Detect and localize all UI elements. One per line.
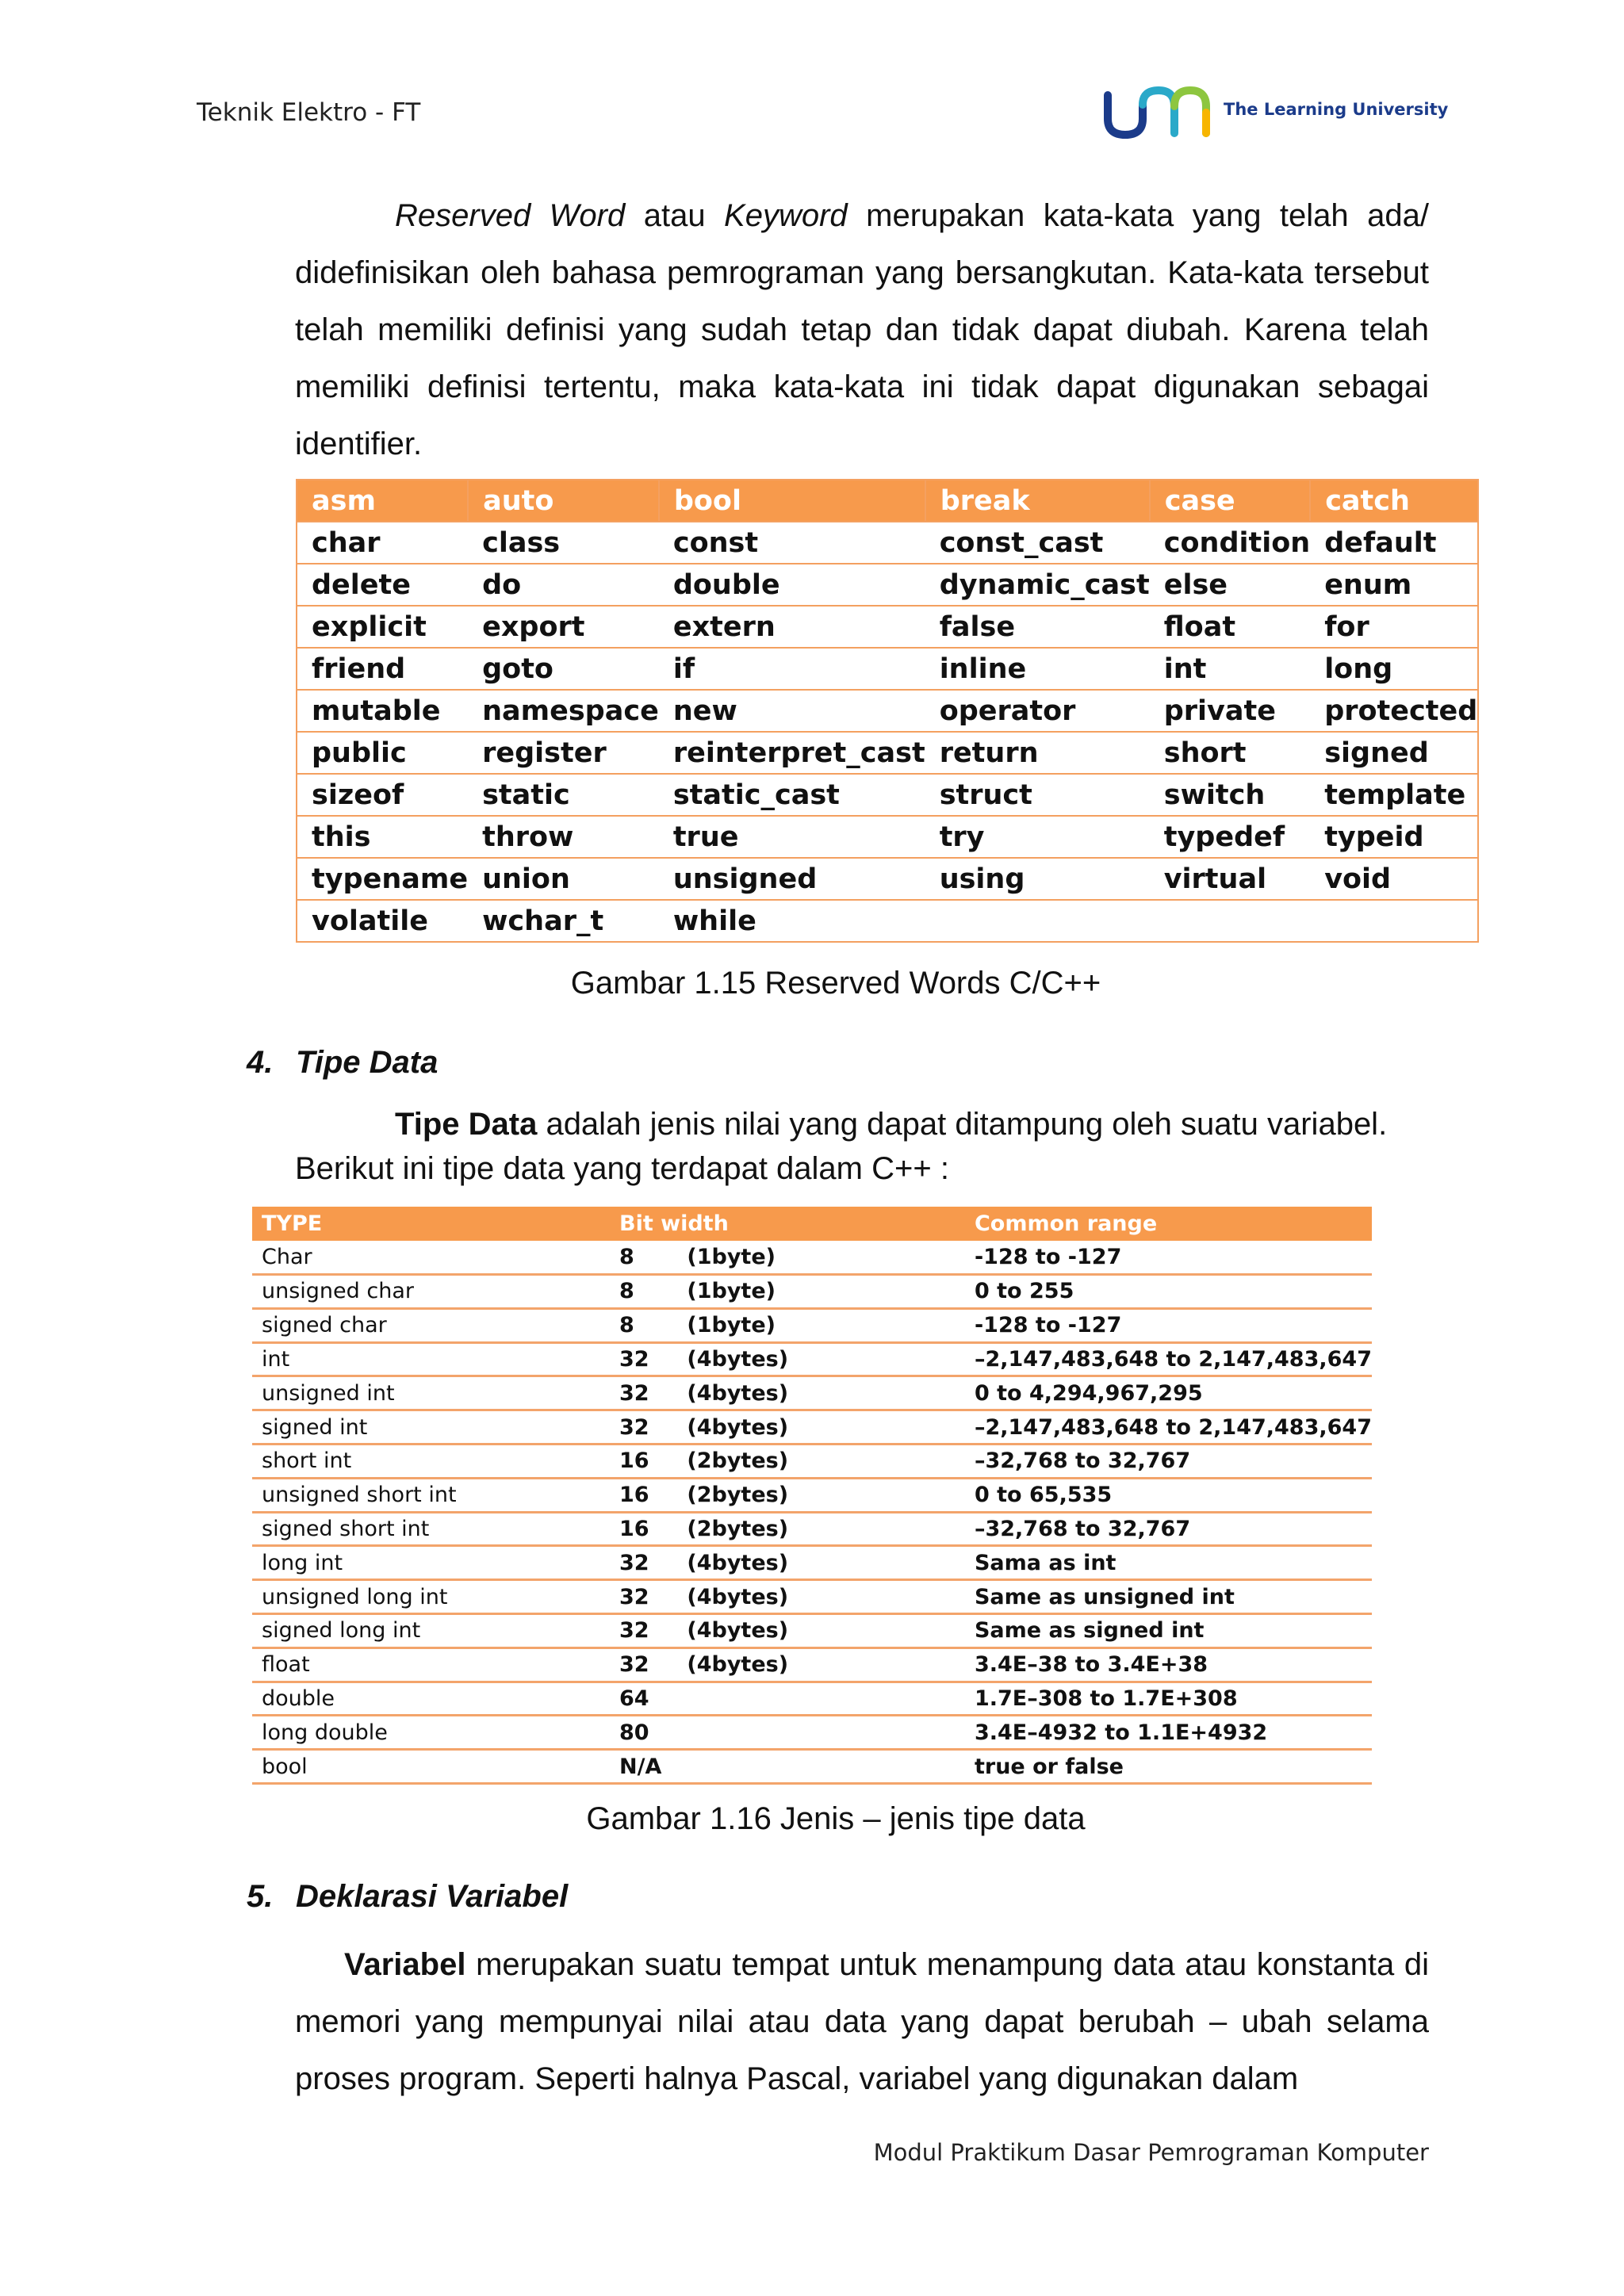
reserved-word-cell: template <box>1310 774 1478 816</box>
reserved-word-cell: unsigned <box>659 858 925 900</box>
type-name-cell: signed short int <box>252 1512 607 1546</box>
reserved-word-cell: register <box>468 732 659 774</box>
byte-size-cell: (4bytes) <box>677 1410 965 1445</box>
reserved-words-row <box>297 690 1478 732</box>
intro-connector: atau <box>625 198 725 233</box>
type-name-cell: unsigned int <box>252 1376 607 1410</box>
reserved-words-row <box>297 858 1478 900</box>
reserved-word-cell: private <box>1150 690 1310 732</box>
reserved-word-cell: if <box>659 648 925 690</box>
type-name-cell: int <box>252 1342 607 1376</box>
bit-width-cell: 32 <box>607 1546 677 1580</box>
header-brand-text: The Learning University <box>1224 100 1449 119</box>
reserved-word-cell: auto <box>468 480 659 522</box>
variabel-body: merupakan suatu tempat untuk menampung data atau konstanta di memori yang mempunyai nilai atau data yang dapat berubah – ubah selama proses program. Seperti halnya Pascal, variabel yang digunakan dalam <box>295 1947 1429 2096</box>
reserved-word-cell: friend <box>297 648 468 690</box>
data-types-row <box>252 1546 1372 1580</box>
data-types-row <box>252 1241 1372 1275</box>
intro-body: merupakan kata-kata yang telah ada/ didefinisikan oleh bahasa pemrograman yang bersangkutan. Kata-kata tersebut telah memiliki definisi yang sudah tetap dan tidak dapat diubah. Karena telah memiliki definisi tertentu, maka kata-kata ini tidak dapat digunakan sebagai identifier. <box>295 198 1429 461</box>
bit-width-cell: 8 <box>607 1308 677 1342</box>
reserved-word-cell: double <box>659 564 925 606</box>
reserved-word-cell: void <box>1310 858 1478 900</box>
range-cell: –32,768 to 32,767 <box>965 1512 1372 1546</box>
reserved-word-cell: delete <box>297 564 468 606</box>
range-cell: Same as unsigned int <box>965 1580 1372 1614</box>
bit-width-cell: 16 <box>607 1512 677 1546</box>
type-name-cell: Char <box>252 1241 607 1275</box>
byte-size-cell: (1byte) <box>677 1308 965 1342</box>
type-name-cell: double <box>252 1682 607 1716</box>
reserved-word-cell: try <box>925 816 1150 858</box>
type-name-cell: signed int <box>252 1410 607 1445</box>
bit-width-cell: 32 <box>607 1647 677 1682</box>
reserved-words-header-row <box>297 480 1478 522</box>
reserved-words-row <box>297 900 1478 942</box>
byte-size-cell <box>677 1682 965 1716</box>
reserved-word-cell: const <box>659 522 925 564</box>
intro-paragraph <box>295 187 1429 473</box>
reserved-word-cell: goto <box>468 648 659 690</box>
reserved-word-cell: namespace <box>468 690 659 732</box>
term-keyword: Keyword <box>724 198 848 233</box>
bit-width-cell: 16 <box>607 1478 677 1512</box>
reserved-word-cell: wchar_t <box>468 900 659 942</box>
range-cell: -128 to -127 <box>965 1308 1372 1342</box>
data-types-row <box>252 1716 1372 1750</box>
data-types-row <box>252 1512 1372 1546</box>
university-logo-icon <box>1098 81 1225 144</box>
reserved-word-cell <box>1310 900 1478 942</box>
reserved-word-cell: class <box>468 522 659 564</box>
reserved-word-cell: signed <box>1310 732 1478 774</box>
reserved-words-table <box>296 479 1479 943</box>
reserved-word-cell: static <box>468 774 659 816</box>
type-name-cell: unsigned char <box>252 1275 607 1309</box>
tipe-data-paragraph <box>295 1102 1429 1191</box>
reserved-word-cell: asm <box>297 480 468 522</box>
reserved-word-cell: typeid <box>1310 816 1478 858</box>
reserved-word-cell: break <box>925 480 1150 522</box>
reserved-word-cell: float <box>1150 606 1310 648</box>
data-types-header-cell: Common range <box>965 1207 1372 1241</box>
reserved-word-cell: default <box>1310 522 1478 564</box>
reserved-word-cell: while <box>659 900 925 942</box>
reserved-words-row <box>297 606 1478 648</box>
reserved-word-cell: virtual <box>1150 858 1310 900</box>
data-types-row <box>252 1376 1372 1410</box>
section-title: Deklarasi Variabel <box>296 1879 569 1914</box>
data-types-row <box>252 1308 1372 1342</box>
reserved-word-cell: false <box>925 606 1150 648</box>
type-name-cell: signed char <box>252 1308 607 1342</box>
data-types-row <box>252 1478 1372 1512</box>
reserved-word-cell: public <box>297 732 468 774</box>
byte-size-cell <box>677 1750 965 1784</box>
reserved-word-cell: export <box>468 606 659 648</box>
bit-width-cell: 32 <box>607 1614 677 1648</box>
byte-size-cell: (2bytes) <box>677 1478 965 1512</box>
byte-size-cell: (1byte) <box>677 1241 965 1275</box>
data-types-header-cell: Bit width <box>607 1207 965 1241</box>
type-name-cell: unsigned long int <box>252 1580 607 1614</box>
reserved-word-cell: static_cast <box>659 774 925 816</box>
reserved-word-cell: explicit <box>297 606 468 648</box>
reserved-word-cell: dynamic_cast <box>925 564 1150 606</box>
reserved-word-cell: this <box>297 816 468 858</box>
byte-size-cell: (4bytes) <box>677 1647 965 1682</box>
reserved-words-row <box>297 732 1478 774</box>
reserved-word-cell: const_cast <box>925 522 1150 564</box>
reserved-word-cell: char <box>297 522 468 564</box>
tipe-data-body: adalah jenis nilai yang dapat ditampung oleh suatu variabel. <box>537 1107 1388 1142</box>
reserved-word-cell: new <box>659 690 925 732</box>
reserved-word-cell: volatile <box>297 900 468 942</box>
range-cell: 0 to 255 <box>965 1275 1372 1309</box>
reserved-word-cell: using <box>925 858 1150 900</box>
reserved-word-cell: mutable <box>297 690 468 732</box>
reserved-word-cell: case <box>1150 480 1310 522</box>
reserved-word-cell: short <box>1150 732 1310 774</box>
range-cell: 0 to 65,535 <box>965 1478 1372 1512</box>
byte-size-cell: (4bytes) <box>677 1580 965 1614</box>
reserved-word-cell: do <box>468 564 659 606</box>
data-types-table <box>252 1207 1372 1785</box>
reserved-word-cell: enum <box>1310 564 1478 606</box>
reserved-word-cell: bool <box>659 480 925 522</box>
data-types-row <box>252 1342 1372 1376</box>
byte-size-cell: (4bytes) <box>677 1614 965 1648</box>
reserved-word-cell: operator <box>925 690 1150 732</box>
reserved-word-cell <box>925 900 1150 942</box>
term-reserved-word: Reserved Word <box>395 198 626 233</box>
header-left-text: Teknik Elektro - FT <box>197 98 421 127</box>
bit-width-cell: 80 <box>607 1716 677 1750</box>
section-number: 4. <box>247 1045 274 1080</box>
data-types-row <box>252 1750 1372 1784</box>
range-cell: –2,147,483,648 to 2,147,483,647 <box>965 1410 1372 1445</box>
byte-size-cell: (4bytes) <box>677 1342 965 1376</box>
section-heading-tipe-data <box>247 1045 438 1081</box>
reserved-word-cell: protected <box>1310 690 1478 732</box>
bit-width-cell: 8 <box>607 1241 677 1275</box>
data-types-row <box>252 1275 1372 1309</box>
type-name-cell: long int <box>252 1546 607 1580</box>
variabel-paragraph <box>295 1936 1429 2107</box>
reserved-words-row <box>297 774 1478 816</box>
reserved-word-cell: else <box>1150 564 1310 606</box>
reserved-word-cell: throw <box>468 816 659 858</box>
reserved-word-cell: reinterpret_cast <box>659 732 925 774</box>
section-number: 5. <box>247 1879 274 1914</box>
bit-width-cell: 32 <box>607 1342 677 1376</box>
reserved-word-cell: struct <box>925 774 1150 816</box>
range-cell: 0 to 4,294,967,295 <box>965 1376 1372 1410</box>
data-types-row <box>252 1647 1372 1682</box>
data-types-row <box>252 1445 1372 1479</box>
data-types-header-row <box>252 1207 1372 1241</box>
page-footer: Modul Praktikum Dasar Pemrograman Komputer <box>873 2139 1429 2166</box>
range-cell: 3.4E–4932 to 1.1E+4932 <box>965 1716 1372 1750</box>
bit-width-cell: 16 <box>607 1445 677 1479</box>
range-cell: –2,147,483,648 to 2,147,483,647 <box>965 1342 1372 1376</box>
reserved-word-cell: int <box>1150 648 1310 690</box>
reserved-word-cell: return <box>925 732 1150 774</box>
reserved-word-cell: extern <box>659 606 925 648</box>
bit-width-cell: N/A <box>607 1750 677 1784</box>
reserved-word-cell: typename <box>297 858 468 900</box>
term-variabel: Variabel <box>344 1947 466 1982</box>
section-title: Tipe Data <box>296 1045 439 1080</box>
data-types-row <box>252 1682 1372 1716</box>
bit-width-cell: 32 <box>607 1410 677 1445</box>
reserved-word-cell <box>1150 900 1310 942</box>
reserved-word-cell: for <box>1310 606 1478 648</box>
byte-size-cell: (4bytes) <box>677 1376 965 1410</box>
figure-caption-2: Gambar 1.16 Jenis – jenis tipe data <box>586 1801 1086 1836</box>
reserved-word-cell: union <box>468 858 659 900</box>
reserved-word-cell: true <box>659 816 925 858</box>
reserved-word-cell: switch <box>1150 774 1310 816</box>
bit-width-cell: 32 <box>607 1580 677 1614</box>
data-types-row <box>252 1410 1372 1445</box>
type-name-cell: bool <box>252 1750 607 1784</box>
data-types-header-cell: TYPE <box>252 1207 607 1241</box>
type-name-cell: signed long int <box>252 1614 607 1648</box>
range-cell: Sama as int <box>965 1546 1372 1580</box>
reserved-words-row <box>297 648 1478 690</box>
byte-size-cell: (4bytes) <box>677 1546 965 1580</box>
term-tipe-data: Tipe Data <box>395 1107 538 1142</box>
range-cell: true or false <box>965 1750 1372 1784</box>
bit-width-cell: 64 <box>607 1682 677 1716</box>
bit-width-cell: 32 <box>607 1376 677 1410</box>
byte-size-cell: (2bytes) <box>677 1512 965 1546</box>
data-types-row <box>252 1614 1372 1648</box>
range-cell: 1.7E–308 to 1.7E+308 <box>965 1682 1372 1716</box>
reserved-words-row <box>297 564 1478 606</box>
byte-size-cell: (1byte) <box>677 1275 965 1309</box>
type-name-cell: float <box>252 1647 607 1682</box>
range-cell: -128 to -127 <box>965 1241 1372 1275</box>
reserved-words-row <box>297 522 1478 564</box>
reserved-word-cell: sizeof <box>297 774 468 816</box>
bit-width-cell: 8 <box>607 1275 677 1309</box>
tipe-data-line2: Berikut ini tipe data yang terdapat dalam C++ : <box>295 1151 949 1186</box>
type-name-cell: short int <box>252 1445 607 1479</box>
reserved-word-cell: typedef <box>1150 816 1310 858</box>
byte-size-cell: (2bytes) <box>677 1445 965 1479</box>
type-name-cell: unsigned short int <box>252 1478 607 1512</box>
type-name-cell: long double <box>252 1716 607 1750</box>
range-cell: 3.4E–38 to 3.4E+38 <box>965 1647 1372 1682</box>
reserved-word-cell: inline <box>925 648 1150 690</box>
figure-caption-1: Gambar 1.15 Reserved Words C/C++ <box>570 966 1101 1001</box>
data-types-row <box>252 1580 1372 1614</box>
range-cell: Same as signed int <box>965 1614 1372 1648</box>
reserved-word-cell: long <box>1310 648 1478 690</box>
byte-size-cell <box>677 1716 965 1750</box>
range-cell: –32,768 to 32,767 <box>965 1445 1372 1479</box>
reserved-words-row <box>297 816 1478 858</box>
reserved-word-cell: catch <box>1310 480 1478 522</box>
section-heading-deklarasi-variabel <box>247 1879 568 1915</box>
reserved-word-cell: condition <box>1150 522 1310 564</box>
